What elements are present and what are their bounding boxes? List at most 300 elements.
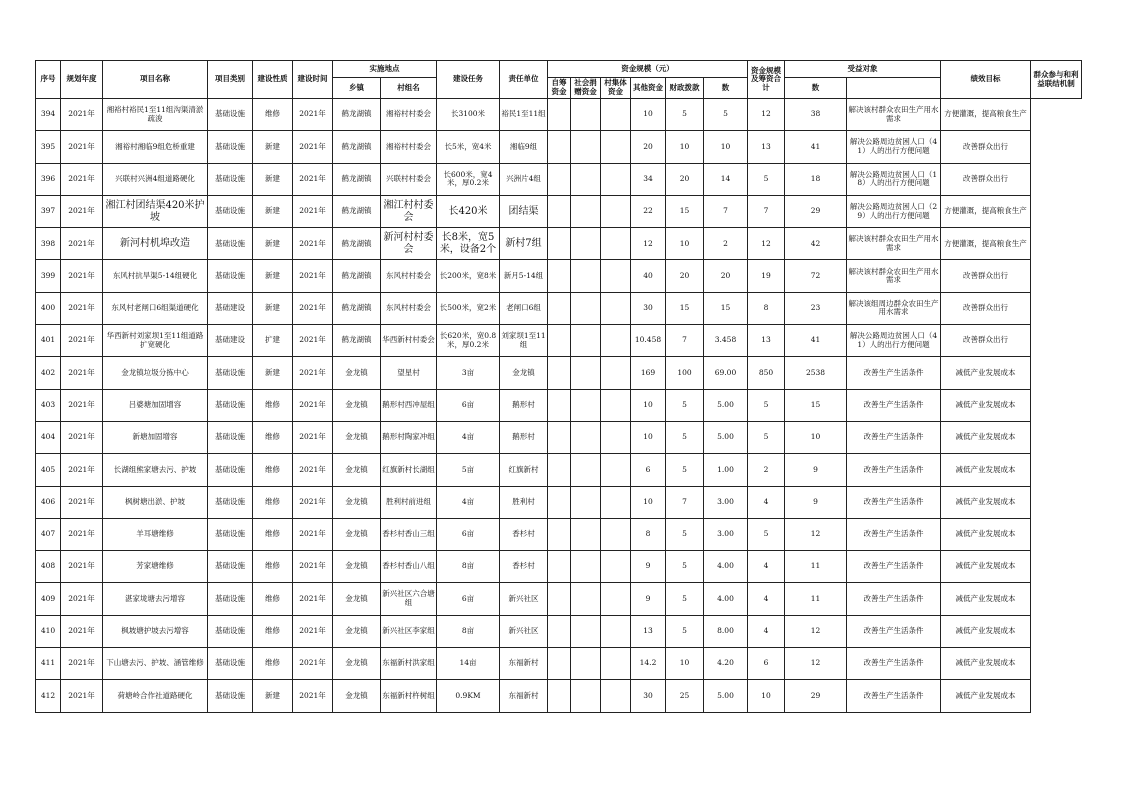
cell-village: 东福新村洪家组: [381, 648, 437, 680]
cell-category: 基础设施: [208, 99, 253, 131]
cell-finance: 20: [666, 163, 704, 195]
cell-beneficiary-people: 18: [785, 163, 847, 195]
cell-category: 基础设施: [208, 648, 253, 680]
cell-finance: 25: [666, 680, 704, 712]
cell-mechanism: 减低产业发展成本: [941, 648, 1031, 680]
table-row: [36, 518, 1082, 550]
cell-beneficiary-households: 2: [748, 454, 785, 486]
cell-beneficiary-people: 11: [785, 583, 847, 615]
cell-unit: 裕民1至11组: [500, 99, 548, 131]
cell-category: 基础设施: [208, 260, 253, 292]
cell-other-funds: 169: [631, 357, 666, 389]
cell-social-funds: [571, 99, 601, 131]
cell-collective-funds: [601, 583, 631, 615]
cell-name: 东风村抗旱渠5-14组硬化: [103, 260, 208, 292]
cell-time: 2021年: [293, 615, 333, 647]
cell-village: 新河村村委会: [381, 228, 437, 260]
cell-year: 2021年: [61, 195, 103, 227]
cell-beneficiary-households: 10: [748, 680, 785, 712]
cell-seq: 395: [36, 131, 61, 163]
header-funds: 资金规模（元）: [548, 61, 748, 78]
cell-goal: 改善生产生活条件: [847, 357, 941, 389]
cell-social-funds: [571, 421, 601, 453]
cell-task: 长8米，宽5米，设备2个: [437, 228, 500, 260]
cell-social-funds: [571, 454, 601, 486]
cell-beneficiary-households: 12: [748, 228, 785, 260]
cell-beneficiary-people: 42: [785, 228, 847, 260]
cell-village: 新兴社区李家组: [381, 615, 437, 647]
cell-unit: 新月5-14组: [500, 260, 548, 292]
cell-goal: 改善生产生活条件: [847, 680, 941, 712]
cell-time: 2021年: [293, 163, 333, 195]
cell-beneficiary-people: 12: [785, 615, 847, 647]
cell-name: 东风村老闸口6组渠道硬化: [103, 292, 208, 324]
cell-task: 长420米: [437, 195, 500, 227]
cell-finance: 15: [666, 292, 704, 324]
cell-unit: 新兴社区: [500, 615, 548, 647]
cell-task: 4亩: [437, 486, 500, 518]
header-finance: 财政拨款: [666, 78, 704, 99]
cell-name: 华西新村刘家坝1至11组道路扩宽硬化: [103, 325, 208, 357]
cell-social-funds: [571, 292, 601, 324]
cell-finance: 7: [666, 486, 704, 518]
cell-other-funds: 34: [631, 163, 666, 195]
cell-name: 枫坡塘护坡去污增容: [103, 615, 208, 647]
cell-mechanism: 减低产业发展成本: [941, 583, 1031, 615]
cell-village: 新兴社区六合塘组: [381, 583, 437, 615]
cell-social-funds: [571, 389, 601, 421]
cell-beneficiary-households: 6: [748, 648, 785, 680]
cell-collective-funds: [601, 551, 631, 583]
cell-nature: 维修: [253, 454, 293, 486]
cell-town: 金龙镇: [333, 486, 381, 518]
cell-collective-funds: [601, 648, 631, 680]
cell-self-funds: [548, 615, 571, 647]
cell-beneficiary-people: 12: [785, 518, 847, 550]
cell-other-funds: 10: [631, 421, 666, 453]
cell-category: 基础设施: [208, 131, 253, 163]
cell-goal: 改善生产生活条件: [847, 389, 941, 421]
cell-seq: 402: [36, 357, 61, 389]
cell-total: 7: [704, 195, 748, 227]
cell-seq: 405: [36, 454, 61, 486]
cell-finance: 10: [666, 131, 704, 163]
cell-name: 湛家垅塘去污增容: [103, 583, 208, 615]
cell-unit: 团结渠: [500, 195, 548, 227]
cell-village: 东风村村委会: [381, 260, 437, 292]
cell-collective-funds: [601, 389, 631, 421]
cell-name: 湘裕村裕民1至11组沟渠清淤疏浚: [103, 99, 208, 131]
cell-beneficiary-households: 19: [748, 260, 785, 292]
cell-year: 2021年: [61, 518, 103, 550]
cell-task: 长500米，宽2米: [437, 292, 500, 324]
cell-other-funds: 10: [631, 99, 666, 131]
cell-finance: 5: [666, 583, 704, 615]
cell-nature: 维修: [253, 648, 293, 680]
cell-seq: 403: [36, 389, 61, 421]
table-row: [36, 486, 1082, 518]
cell-beneficiary-households: 4: [748, 486, 785, 518]
cell-village: 红旗新村长湖组: [381, 454, 437, 486]
cell-collective-funds: [601, 195, 631, 227]
cell-social-funds: [571, 131, 601, 163]
cell-nature: 扩建: [253, 325, 293, 357]
cell-unit: 老闸口6组: [500, 292, 548, 324]
cell-name: 羊耳塘维修: [103, 518, 208, 550]
cell-village: 湘裕村村委会: [381, 131, 437, 163]
cell-social-funds: [571, 615, 601, 647]
cell-year: 2021年: [61, 680, 103, 712]
cell-year: 2021年: [61, 292, 103, 324]
cell-town: 鹤龙湖镇: [333, 195, 381, 227]
cell-social-funds: [571, 680, 601, 712]
cell-task: 8亩: [437, 615, 500, 647]
cell-unit: 新兴社区: [500, 583, 548, 615]
cell-task: 0.9KM: [437, 680, 500, 712]
cell-town: 金龙镇: [333, 551, 381, 583]
cell-goal: 改善生产生活条件: [847, 615, 941, 647]
cell-total: 5.00: [704, 421, 748, 453]
cell-town: 鹤龙湖镇: [333, 292, 381, 324]
cell-unit: 新村7组: [500, 228, 548, 260]
cell-time: 2021年: [293, 421, 333, 453]
cell-beneficiary-households: 8: [748, 292, 785, 324]
cell-time: 2021年: [293, 486, 333, 518]
cell-beneficiary-households: 13: [748, 131, 785, 163]
cell-village: 鹅形村陶家冲组: [381, 421, 437, 453]
cell-task: 长200米，宽8米: [437, 260, 500, 292]
cell-seq: 401: [36, 325, 61, 357]
cell-category: 基础设施: [208, 615, 253, 647]
cell-category: 基础设施: [208, 228, 253, 260]
table-row: [36, 421, 1082, 453]
table-row: [36, 163, 1082, 195]
cell-goal: 解决该村群众农田生产用水需求: [847, 99, 941, 131]
cell-total: 4.20: [704, 648, 748, 680]
cell-task: 长620米，宽0.8米，厚0.2米: [437, 325, 500, 357]
cell-beneficiary-households: 5: [748, 163, 785, 195]
cell-other-funds: 10: [631, 389, 666, 421]
cell-category: 基础设施: [208, 486, 253, 518]
cell-mechanism: 减低产业发展成本: [941, 421, 1031, 453]
cell-town: 金龙镇: [333, 389, 381, 421]
cell-task: 6亩: [437, 518, 500, 550]
cell-mechanism: 改善群众出行: [941, 260, 1031, 292]
cell-beneficiary-households: 4: [748, 615, 785, 647]
header-unit: 责任单位: [500, 61, 548, 99]
cell-collective-funds: [601, 615, 631, 647]
cell-town: 金龙镇: [333, 421, 381, 453]
cell-other-funds: 13: [631, 615, 666, 647]
cell-nature: 维修: [253, 551, 293, 583]
cell-nature: 维修: [253, 615, 293, 647]
cell-other-funds: 14.2: [631, 648, 666, 680]
header-name: 项目名称: [103, 61, 208, 99]
cell-name: 湘江村团结渠420米护坡: [103, 195, 208, 227]
cell-self-funds: [548, 486, 571, 518]
cell-collective-funds: [601, 163, 631, 195]
cell-category: 基础建设: [208, 292, 253, 324]
cell-social-funds: [571, 325, 601, 357]
cell-time: 2021年: [293, 228, 333, 260]
cell-finance: 10: [666, 228, 704, 260]
cell-unit: 东福新村: [500, 648, 548, 680]
cell-year: 2021年: [61, 163, 103, 195]
cell-year: 2021年: [61, 389, 103, 421]
cell-task: 5亩: [437, 454, 500, 486]
cell-goal: 解决该村群众农田生产用水需求: [847, 228, 941, 260]
cell-total: 8.00: [704, 615, 748, 647]
header-other: 其他资金: [631, 78, 666, 99]
cell-year: 2021年: [61, 583, 103, 615]
cell-social-funds: [571, 518, 601, 550]
cell-beneficiary-people: 29: [785, 195, 847, 227]
cell-self-funds: [548, 325, 571, 357]
cell-self-funds: [548, 421, 571, 453]
cell-unit: 红旗新村: [500, 454, 548, 486]
cell-total: 5.00: [704, 680, 748, 712]
cell-total: 4.00: [704, 583, 748, 615]
cell-social-funds: [571, 260, 601, 292]
cell-town: 鹤龙湖镇: [333, 260, 381, 292]
cell-seq: 410: [36, 615, 61, 647]
header-location: 实施地点: [333, 61, 437, 78]
cell-nature: 维修: [253, 583, 293, 615]
cell-total: 1.00: [704, 454, 748, 486]
cell-mechanism: 方便灌溉，提高粮食生产: [941, 99, 1031, 131]
cell-beneficiary-households: 4: [748, 583, 785, 615]
cell-goal: 改善生产生活条件: [847, 551, 941, 583]
cell-beneficiary-households: 7: [748, 195, 785, 227]
table-row: [36, 228, 1082, 260]
header-category: 项目类别: [208, 61, 253, 99]
cell-mechanism: 减低产业发展成本: [941, 551, 1031, 583]
cell-unit: 香杉村: [500, 551, 548, 583]
cell-mechanism: 方便灌溉，提高粮食生产: [941, 228, 1031, 260]
cell-nature: 新建: [253, 260, 293, 292]
cell-self-funds: [548, 260, 571, 292]
cell-seq: 396: [36, 163, 61, 195]
cell-beneficiary-households: 5: [748, 518, 785, 550]
cell-nature: 新建: [253, 680, 293, 712]
cell-nature: 维修: [253, 421, 293, 453]
cell-year: 2021年: [61, 486, 103, 518]
cell-total: 5: [704, 99, 748, 131]
cell-social-funds: [571, 195, 601, 227]
cell-task: 8亩: [437, 551, 500, 583]
cell-mechanism: 减低产业发展成本: [941, 615, 1031, 647]
cell-other-funds: 10.458: [631, 325, 666, 357]
cell-beneficiary-people: 11: [785, 551, 847, 583]
cell-town: 金龙镇: [333, 518, 381, 550]
table-row: [36, 195, 1082, 227]
cell-task: 6亩: [437, 389, 500, 421]
cell-mechanism: 方便灌溉，提高粮食生产: [941, 195, 1031, 227]
header-collective: 村集体资金: [601, 78, 631, 99]
cell-year: 2021年: [61, 228, 103, 260]
cell-other-funds: 22: [631, 195, 666, 227]
cell-finance: 100: [666, 357, 704, 389]
header-self: 自筹资金: [548, 78, 571, 99]
table-row: [36, 325, 1082, 357]
cell-category: 基础设施: [208, 454, 253, 486]
cell-year: 2021年: [61, 648, 103, 680]
cell-social-funds: [571, 486, 601, 518]
cell-task: 长600米，宽4米，厚0.2米: [437, 163, 500, 195]
cell-self-funds: [548, 99, 571, 131]
header-time: 建设时间: [293, 61, 333, 99]
cell-task: 长3100米: [437, 99, 500, 131]
table-row: [36, 583, 1082, 615]
cell-total: 5.00: [704, 389, 748, 421]
cell-town: 金龙镇: [333, 680, 381, 712]
cell-town: 鹤龙湖镇: [333, 163, 381, 195]
cell-mechanism: 减低产业发展成本: [941, 357, 1031, 389]
cell-time: 2021年: [293, 260, 333, 292]
cell-seq: 394: [36, 99, 61, 131]
cell-time: 2021年: [293, 131, 333, 163]
cell-nature: 维修: [253, 389, 293, 421]
cell-goal: 解决该组周边群众农田生产用水需求: [847, 292, 941, 324]
cell-mechanism: 改善群众出行: [941, 163, 1031, 195]
cell-town: 金龙镇: [333, 648, 381, 680]
cell-year: 2021年: [61, 131, 103, 163]
header-b2: 数: [785, 78, 847, 99]
cell-self-funds: [548, 648, 571, 680]
cell-time: 2021年: [293, 454, 333, 486]
cell-beneficiary-people: 10: [785, 421, 847, 453]
cell-nature: 新建: [253, 228, 293, 260]
cell-nature: 维修: [253, 486, 293, 518]
cell-village: 东风村村委会: [381, 292, 437, 324]
cell-collective-funds: [601, 486, 631, 518]
cell-beneficiary-people: 15: [785, 389, 847, 421]
cell-town: 金龙镇: [333, 454, 381, 486]
cell-time: 2021年: [293, 99, 333, 131]
header-year: 规划年度: [61, 61, 103, 99]
cell-collective-funds: [601, 99, 631, 131]
cell-total: 69.00: [704, 357, 748, 389]
cell-time: 2021年: [293, 357, 333, 389]
cell-town: 鹤龙湖镇: [333, 325, 381, 357]
cell-village: 湘江村村委会: [381, 195, 437, 227]
cell-beneficiary-households: 5: [748, 389, 785, 421]
cell-village: 东福新村杵树组: [381, 680, 437, 712]
header-mechanism: 群众参与和利益联结机制: [1031, 61, 1082, 99]
cell-collective-funds: [601, 454, 631, 486]
cell-mechanism: 减低产业发展成本: [941, 518, 1031, 550]
cell-time: 2021年: [293, 389, 333, 421]
cell-beneficiary-people: 9: [785, 454, 847, 486]
cell-unit: 东福新村: [500, 680, 548, 712]
cell-task: 4亩: [437, 421, 500, 453]
cell-goal: 解决公路周边贫困人口（41）人的出行方便问题: [847, 325, 941, 357]
cell-category: 基础设施: [208, 583, 253, 615]
table-row: [36, 131, 1082, 163]
cell-self-funds: [548, 583, 571, 615]
cell-finance: 5: [666, 99, 704, 131]
cell-nature: 维修: [253, 99, 293, 131]
cell-year: 2021年: [61, 551, 103, 583]
cell-collective-funds: [601, 325, 631, 357]
cell-year: 2021年: [61, 357, 103, 389]
cell-year: 2021年: [61, 454, 103, 486]
cell-unit: 胜利村: [500, 486, 548, 518]
cell-task: 长5米，宽4米: [437, 131, 500, 163]
cell-beneficiary-households: 850: [748, 357, 785, 389]
table-row: [36, 454, 1082, 486]
cell-finance: 5: [666, 518, 704, 550]
cell-year: 2021年: [61, 99, 103, 131]
cell-self-funds: [548, 292, 571, 324]
cell-seq: 412: [36, 680, 61, 712]
cell-finance: 20: [666, 260, 704, 292]
cell-name: 长湖组熊家塘去污、护坡: [103, 454, 208, 486]
cell-self-funds: [548, 551, 571, 583]
cell-category: 基础设施: [208, 389, 253, 421]
cell-seq: 397: [36, 195, 61, 227]
cell-social-funds: [571, 583, 601, 615]
cell-beneficiary-households: 12: [748, 99, 785, 131]
cell-collective-funds: [601, 260, 631, 292]
cell-village: 鹅形村西冲屋组: [381, 389, 437, 421]
cell-beneficiary-people: 38: [785, 99, 847, 131]
cell-collective-funds: [601, 421, 631, 453]
cell-nature: 新建: [253, 292, 293, 324]
cell-mechanism: 减低产业发展成本: [941, 486, 1031, 518]
cell-town: 金龙镇: [333, 357, 381, 389]
cell-nature: 新建: [253, 357, 293, 389]
project-table: [35, 60, 1082, 713]
cell-beneficiary-people: 23: [785, 292, 847, 324]
cell-town: 鹤龙湖镇: [333, 228, 381, 260]
cell-seq: 399: [36, 260, 61, 292]
cell-collective-funds: [601, 680, 631, 712]
cell-seq: 398: [36, 228, 61, 260]
cell-seq: 409: [36, 583, 61, 615]
cell-goal: 改善生产生活条件: [847, 454, 941, 486]
cell-time: 2021年: [293, 648, 333, 680]
cell-total: 4.00: [704, 551, 748, 583]
cell-goal: 改善生产生活条件: [847, 648, 941, 680]
cell-other-funds: 20: [631, 131, 666, 163]
cell-social-funds: [571, 648, 601, 680]
cell-beneficiary-people: 72: [785, 260, 847, 292]
table-row: [36, 551, 1082, 583]
cell-collective-funds: [601, 357, 631, 389]
cell-other-funds: 30: [631, 292, 666, 324]
cell-finance: 5: [666, 389, 704, 421]
cell-town: 鹤龙湖镇: [333, 99, 381, 131]
cell-collective-funds: [601, 292, 631, 324]
cell-name: 芳家塘维修: [103, 551, 208, 583]
cell-beneficiary-households: 13: [748, 325, 785, 357]
cell-category: 基础设施: [208, 163, 253, 195]
cell-finance: 15: [666, 195, 704, 227]
cell-finance: 7: [666, 325, 704, 357]
cell-unit: 香杉村: [500, 518, 548, 550]
cell-other-funds: 10: [631, 486, 666, 518]
cell-category: 基础设施: [208, 195, 253, 227]
cell-task: 3亩: [437, 357, 500, 389]
cell-year: 2021年: [61, 421, 103, 453]
cell-social-funds: [571, 551, 601, 583]
cell-self-funds: [548, 163, 571, 195]
cell-town: 金龙镇: [333, 583, 381, 615]
cell-self-funds: [548, 228, 571, 260]
cell-social-funds: [571, 163, 601, 195]
cell-name: 荷塘岭合作社道路硬化: [103, 680, 208, 712]
